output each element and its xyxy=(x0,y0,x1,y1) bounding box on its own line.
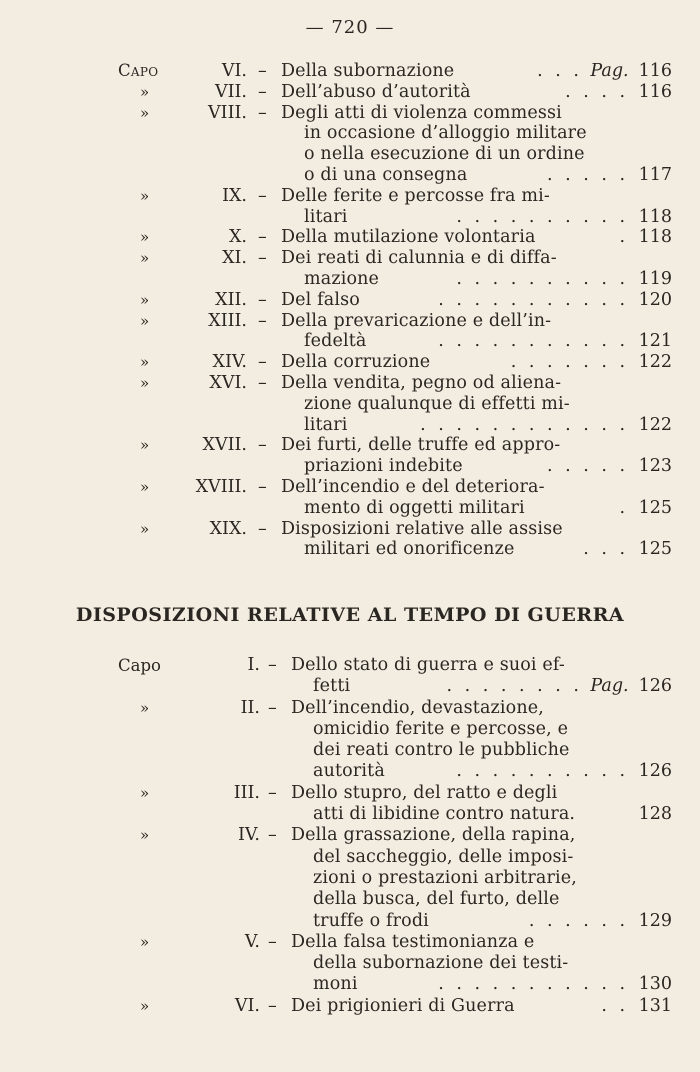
page-number: — 720 — xyxy=(305,17,395,38)
dot-leader: . . . . . . . . xyxy=(446,676,583,697)
chapter-title-line: Dei prigionieri di Guerra xyxy=(291,995,515,1016)
ditto-mark: » xyxy=(140,103,150,122)
dot-leader: . . . . . . . . . . xyxy=(456,268,629,289)
toc-line xyxy=(0,415,700,436)
ditto-mark: » xyxy=(140,353,150,372)
ditto-mark: » xyxy=(140,436,150,455)
dot-leader: . . . . . . . . . . . xyxy=(438,289,629,310)
toc-line xyxy=(0,825,700,846)
page-reference: 119 xyxy=(638,268,672,289)
toc-line xyxy=(0,953,700,974)
dash-separator: – xyxy=(258,248,267,269)
chapter-numeral: X. xyxy=(228,227,247,248)
chapter-title-line: Dell’incendio, devastazione, xyxy=(291,697,544,718)
toc-entry xyxy=(0,435,700,477)
dash-separator: – xyxy=(258,372,267,393)
chapter-numeral: XIV. xyxy=(212,352,247,373)
chapter-title-line: moni xyxy=(313,974,358,995)
dot-leader: . . . . . . . . . . xyxy=(456,761,629,782)
dot-leader: . . . . . . . . . . . xyxy=(438,974,629,995)
dot-leader: . . . xyxy=(537,61,583,81)
toc-entry xyxy=(0,783,700,826)
chapter-numeral: VIII. xyxy=(208,102,247,123)
toc-entry xyxy=(0,311,700,353)
page-reference: 118 xyxy=(638,227,672,248)
pag-label: Pag. xyxy=(590,676,629,697)
chapter-title-line: Della falsa testimonianza e xyxy=(291,931,535,952)
toc-line xyxy=(0,698,700,719)
ditto-mark: » xyxy=(140,228,150,247)
toc-line xyxy=(0,498,700,519)
toc-entry xyxy=(0,227,700,248)
dash-separator: – xyxy=(258,185,267,206)
chapter-title-line: della subornazione dei testi- xyxy=(313,953,569,974)
dot-leader: . . . . . . xyxy=(528,910,629,931)
chapter-title-line: Degli atti di violenza commessi xyxy=(281,102,562,123)
dot-leader: . . . . . xyxy=(547,456,629,477)
chapter-numeral: VI. xyxy=(234,995,260,1016)
toc-line xyxy=(0,435,700,456)
chapter-title-line: Dei furti, delle truffe ed appro- xyxy=(281,435,561,456)
chapter-title-line: mazione xyxy=(304,268,380,289)
page-reference: 123 xyxy=(638,456,672,477)
page-reference: 116 xyxy=(638,61,672,81)
chapter-title-line: Delle ferite e percosse fra mi- xyxy=(281,185,550,206)
toc-line xyxy=(0,82,700,103)
chapter-title-line: dei reati contro le pubbliche xyxy=(313,740,570,761)
toc-line xyxy=(0,868,700,889)
toc-line xyxy=(0,165,700,186)
toc-line xyxy=(0,783,700,804)
chapter-title-line: omicidio ferite e percosse, e xyxy=(313,718,569,739)
page-reference: 126 xyxy=(638,761,672,782)
page-reference: 129 xyxy=(638,910,672,931)
toc-line xyxy=(0,911,700,932)
toc-line xyxy=(0,740,700,761)
toc-line xyxy=(0,889,700,910)
page-reference: 118 xyxy=(638,206,672,227)
chapter-numeral: II. xyxy=(240,697,260,718)
ditto-mark: » xyxy=(140,477,150,496)
chapter-title-line: Della corruzione xyxy=(281,352,431,373)
ditto-mark: » xyxy=(140,519,150,538)
ditto-mark: » xyxy=(140,698,150,717)
dash-separator: – xyxy=(268,931,277,952)
toc-entry xyxy=(0,932,700,996)
ditto-mark: » xyxy=(140,996,150,1015)
chapter-numeral: IV. xyxy=(237,825,260,846)
page-reference: 122 xyxy=(638,414,672,435)
toc-line xyxy=(0,804,700,825)
toc-line xyxy=(0,352,700,373)
toc-line xyxy=(0,996,700,1017)
dot-leader: . . . . xyxy=(565,81,629,102)
chapter-numeral: VI. xyxy=(221,61,247,81)
page-reference: 125 xyxy=(638,539,672,560)
page-reference: 128 xyxy=(638,804,672,825)
toc-line xyxy=(0,311,700,332)
ditto-mark: » xyxy=(140,186,150,205)
chapter-numeral: III. xyxy=(233,782,260,803)
chapter-numeral: XI. xyxy=(222,248,247,269)
chapter-title-line: fetti xyxy=(313,676,351,697)
toc-entry xyxy=(0,825,700,931)
chapter-title-line: truffe o frodi xyxy=(313,910,429,931)
chapter-numeral: IX. xyxy=(222,185,247,206)
chapter-numeral: XIX. xyxy=(209,518,247,539)
dash-separator: – xyxy=(258,81,267,102)
toc-line xyxy=(0,394,700,415)
toc-line xyxy=(0,539,700,560)
toc-line xyxy=(0,269,700,290)
chapter-title-line: Della subornazione xyxy=(281,61,455,81)
toc-entry xyxy=(0,996,700,1017)
chapter-title-line: o nella esecuzione di un ordine xyxy=(304,144,585,165)
dot-leader: . . . . . . . . . . . xyxy=(438,331,629,352)
toc-line xyxy=(0,847,700,868)
dash-separator: – xyxy=(258,518,267,539)
chapter-title-line: Della prevaricazione e dell’in- xyxy=(281,310,552,331)
dash-separator: – xyxy=(268,995,277,1016)
chapter-numeral: XIII. xyxy=(208,310,247,331)
toc-entry xyxy=(0,373,700,435)
capo-label: Capo xyxy=(118,61,159,80)
dot-leader: . . . . . xyxy=(547,164,629,185)
dash-separator: – xyxy=(258,102,267,123)
page-reference: 121 xyxy=(638,331,672,352)
ditto-mark: » xyxy=(140,783,150,802)
chapter-title-line: Disposizioni relative alle assise xyxy=(281,518,563,539)
toc-line xyxy=(0,932,700,953)
ditto-mark: » xyxy=(140,249,150,268)
toc-line xyxy=(0,103,700,124)
page-reference: 122 xyxy=(638,352,672,373)
dot-leader: . . . . . . . . . . . . xyxy=(420,414,629,435)
page-reference: 120 xyxy=(638,289,672,310)
toc-line xyxy=(0,974,700,995)
chapter-title-line: litari xyxy=(304,414,348,435)
chapter-numeral: V. xyxy=(244,931,260,952)
toc-line xyxy=(0,373,700,394)
chapter-title-line: priazioni indebite xyxy=(304,456,463,477)
ditto-mark: » xyxy=(140,932,150,951)
dot-leader: . xyxy=(619,497,629,518)
chapter-title-line: della busca, del furto, delle xyxy=(313,889,560,910)
ditto-mark: » xyxy=(140,82,150,101)
chapter-title-line: Dello stupro, del ratto e degli xyxy=(291,782,558,803)
toc-line xyxy=(0,227,700,248)
page-reference: 130 xyxy=(638,974,672,995)
chapter-title-line: Del falso xyxy=(281,289,360,310)
chapter-title-line: Della grassazione, della rapina, xyxy=(291,825,576,846)
dash-separator: – xyxy=(258,310,267,331)
chapter-title-line: Della mutilazione volontaria xyxy=(281,227,536,248)
toc-line xyxy=(0,248,700,269)
toc-line xyxy=(0,477,700,498)
chapter-numeral: XVI. xyxy=(209,372,247,393)
toc-line xyxy=(0,207,700,228)
page-reference: 125 xyxy=(638,497,672,518)
toc-entry xyxy=(0,248,700,290)
toc-entry xyxy=(0,477,700,519)
toc-line xyxy=(0,519,700,540)
toc-line xyxy=(0,719,700,740)
chapter-title-line: o di una consegna xyxy=(304,164,468,185)
chapter-title-line: zione qualunque di effetti mi- xyxy=(304,393,570,414)
dash-separator: – xyxy=(258,289,267,310)
toc-entry xyxy=(0,698,700,783)
chapter-title-line: autorità xyxy=(313,761,385,782)
chapter-title-line: mento di oggetti militari xyxy=(304,497,525,518)
chapter-title-line: Dell’abuso d’autorità xyxy=(281,81,471,102)
toc-line xyxy=(0,655,700,676)
chapter-title-line: Dell’incendio e del deteriora- xyxy=(281,476,545,497)
chapter-numeral: XVIII. xyxy=(195,476,247,497)
chapter-title-line: Dei reati di calunnia e di diffa- xyxy=(281,248,557,269)
ditto-mark: » xyxy=(140,826,150,845)
page-reference: 131 xyxy=(638,995,672,1016)
toc-entry xyxy=(0,519,700,561)
dash-separator: – xyxy=(268,655,277,675)
ditto-mark: » xyxy=(140,290,150,309)
dash-separator: – xyxy=(258,352,267,373)
toc-entry xyxy=(0,655,700,698)
dash-separator: – xyxy=(258,435,267,456)
toc-line xyxy=(0,290,700,311)
dash-separator: – xyxy=(268,825,277,846)
page-reference: 116 xyxy=(638,81,672,102)
chapter-numeral: VII. xyxy=(214,81,247,102)
toc-line xyxy=(0,61,700,82)
chapter-title-line: zioni o prestazioni arbitrarie, xyxy=(313,867,577,888)
toc-line xyxy=(0,676,700,697)
capo-label: Capo xyxy=(118,656,161,675)
toc-line xyxy=(0,331,700,352)
toc-line xyxy=(0,761,700,782)
dash-separator: – xyxy=(268,697,277,718)
dot-leader: . xyxy=(619,227,629,248)
toc-entry xyxy=(0,352,700,373)
ditto-mark: » xyxy=(140,373,150,392)
chapter-title-line: in occasione d’alloggio militare xyxy=(304,123,587,144)
chapter-title-line: atti di libidine contro natura. xyxy=(313,804,576,825)
dash-separator: – xyxy=(268,782,277,803)
toc-line xyxy=(0,144,700,165)
chapter-title-line: Dello stato di guerra e suoi ef- xyxy=(291,655,565,675)
dot-leader: . . xyxy=(601,995,629,1016)
chapter-title-line: fedeltà xyxy=(304,331,367,352)
dot-leader: . . . . . . . . . . xyxy=(456,206,629,227)
page-reference: 117 xyxy=(638,164,672,185)
section-heading: DISPOSIZIONI RELATIVE AL TEMPO DI GUERRA xyxy=(75,604,625,626)
dash-separator: – xyxy=(258,227,267,248)
chapter-numeral: I. xyxy=(247,655,260,675)
toc-entry xyxy=(0,290,700,311)
chapter-numeral: XII. xyxy=(215,289,247,310)
pag-label: Pag. xyxy=(590,61,629,81)
toc-section-two xyxy=(0,655,700,1017)
toc-entry xyxy=(0,82,700,103)
dash-separator: – xyxy=(258,61,267,81)
chapter-title-line: militari ed onorificenze xyxy=(304,539,515,560)
page-reference: 126 xyxy=(638,676,672,697)
dot-leader: . . . . . . . xyxy=(510,352,629,373)
ditto-mark: » xyxy=(140,311,150,330)
toc-entry xyxy=(0,186,700,228)
toc-line xyxy=(0,186,700,207)
chapter-title-line: del saccheggio, delle imposi- xyxy=(313,846,574,867)
toc-entry xyxy=(0,61,700,82)
toc-line xyxy=(0,456,700,477)
toc-section-one xyxy=(0,61,700,560)
toc-entry xyxy=(0,103,700,186)
chapter-title-line: Della vendita, pegno od aliena- xyxy=(281,372,562,393)
dot-leader: . . . xyxy=(583,539,629,560)
chapter-title-line: litari xyxy=(304,206,348,227)
toc-line xyxy=(0,123,700,144)
chapter-numeral: XVII. xyxy=(202,435,247,456)
dash-separator: – xyxy=(258,476,267,497)
